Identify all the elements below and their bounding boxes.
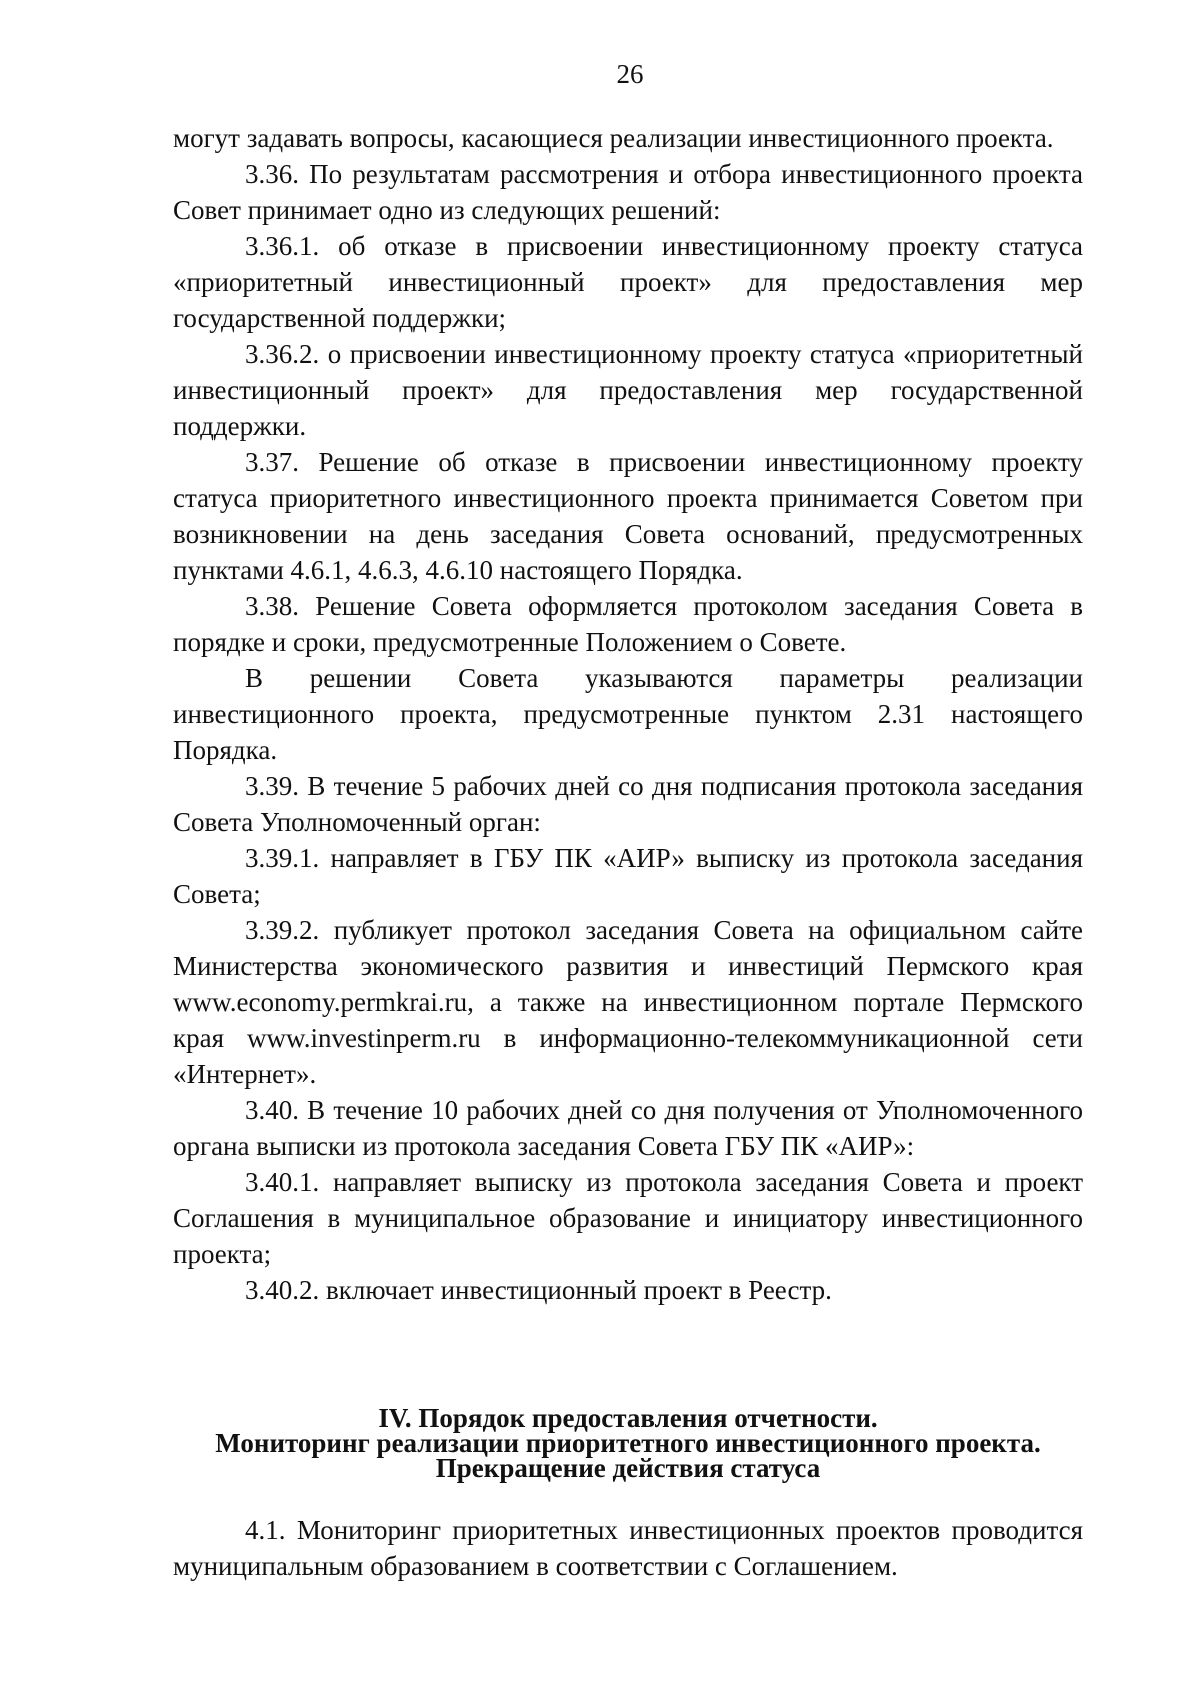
paragraph-3-39-2: 3.39.2. публикует протокол заседания Совета на официальном сайте Министерства экономического развития и инвестиций Пермского края www.economy.permkrai.ru, а также на инвестиционном портале Пермского края www.investinperm.ru в информационно-телекоммуникационной сети «Интернет». [173,915,1083,1089]
paragraph-3-36: 3.36. По результатам рассмотрения и отбора инвестиционного проекта Совет принимает одно из следующих решений: [173,159,1083,225]
section-heading-line-2: Мониторинг реализации приоритетного инвестиционного проекта. [215,1428,1041,1458]
paragraph-3-40: 3.40. В течение 10 рабочих дней со дня получения от Уполномоченного органа выписки из протокола заседания Совета ГБУ ПК «АИР»: [173,1095,1083,1161]
paragraph-3-36-1: 3.36.1. об отказе в присвоении инвестиционному проекту статуса «приоритетный инвестиционный проект» для предоставления мер государственной поддержки; [173,231,1083,333]
paragraph-3-40-1: 3.40.1. направляет выписку из протокола заседания Совета и проект Соглашения в муниципальное образование и инициатору инвестиционного проекта; [173,1167,1083,1269]
section-body [173,1512,1083,1584]
paragraph-3-37: 3.37. Решение об отказе в присвоении инвестиционному проекту статуса приоритетного инвестиционного проекта принимается Советом при возникновении на день заседания Совета оснований, предусмотренных пунктами 4.6.1, 4.6.3, 4.6.10 настоящего Порядка. [173,447,1083,585]
paragraph-continuation: могут задавать вопросы, касающиеся реализации инвестиционного проекта. [173,123,1054,153]
paragraph-3-38: 3.38. Решение Совета оформляется протоколом заседания Совета в порядке и сроки, предусмотренные Положением о Совете. [173,591,1083,657]
section-heading-line-1: IV. Порядок предоставления отчетности. [378,1403,878,1433]
paragraph-3-38-decision: В решении Совета указываются параметры реализации инвестиционного проекта, предусмотренные пунктом 2.31 настоящего Порядка. [173,663,1083,765]
page-number: 26 [616,59,644,89]
paragraph-3-36-2: 3.36.2. о присвоении инвестиционному проекту статуса «приоритетный инвестиционный проект» для предоставления мер государственной поддержки. [173,339,1083,441]
paragraph-3-39: 3.39. В течение 5 рабочих дней со дня подписания протокола заседания Совета Уполномоченный орган: [173,771,1083,837]
section-heading-line-3: Прекращение действия статуса [435,1453,821,1483]
paragraph-3-39-1: 3.39.1. направляет в ГБУ ПК «АИР» выписку из протокола заседания Совета; [173,843,1083,909]
paragraph-4-1: 4.1. Мониторинг приоритетных инвестиционных проектов проводится муниципальным образованием в соответствии с Соглашением. [173,1515,1083,1581]
body-text [173,120,1083,1308]
section-heading [173,1403,1083,1483]
paragraph-3-40-2: 3.40.2. включает инвестиционный проект в Реестр. [245,1275,832,1305]
